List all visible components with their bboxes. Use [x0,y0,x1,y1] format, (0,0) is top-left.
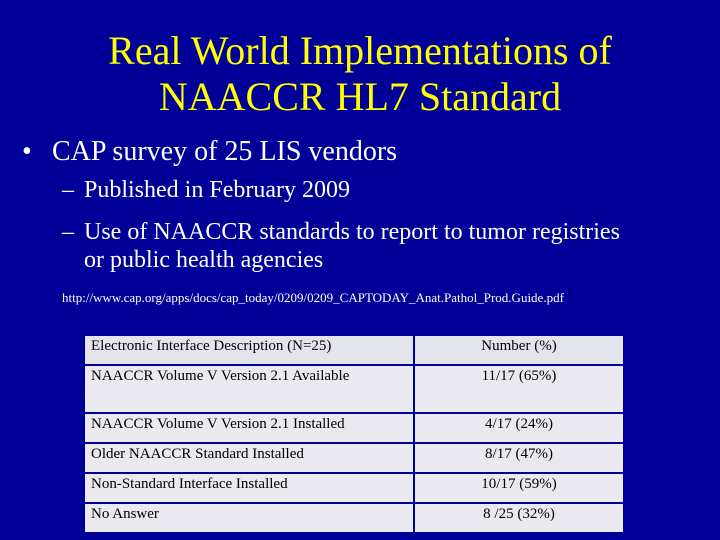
dash-icon: – [62,177,74,203]
row-number: 10/17 (59%) [415,474,623,502]
main-bullet [22,136,397,168]
sub-bullet-2 [62,218,620,274]
sub-bullet-2-text-1: Use of NAACCR standards to report to tumor registries [84,219,620,245]
table-row [85,414,623,442]
row-number: 4/17 (24%) [415,414,623,442]
header-number: Number (%) [415,336,623,364]
source-url: http://www.cap.org/apps/docs/cap_today/0209/0209_CAPTODAY_Anat.Pathol_Prod.Guide.pdf [62,290,564,305]
row-number: 8/17 (47%) [415,444,623,472]
table-row [85,474,623,502]
row-description: No Answer [85,504,413,532]
main-bullet-text: CAP survey of 25 LIS vendors [52,136,398,167]
table-row [85,444,623,472]
sub-bullet-2-text-2: or public health agencies [84,247,324,273]
sub-bullet-1 [62,176,350,204]
dash-icon: – [62,219,74,245]
row-description: NAACCR Volume V Version 2.1 Available [85,366,413,412]
bullet-dot-icon: • [22,136,32,167]
header-description: Electronic Interface Description (N=25) [85,336,413,364]
row-number: 11/17 (65%) [415,366,623,412]
table-row [85,504,623,532]
slide-title [0,28,720,120]
table-header-row [85,336,623,364]
row-number: 8 /25 (32%) [415,504,623,532]
survey-table [83,334,625,534]
row-description: Non-Standard Interface Installed [85,474,413,502]
sub-bullet-1-text: Published in February 2009 [84,177,350,203]
title-line-1: Real World Implementations of [108,28,612,73]
row-description: Older NAACCR Standard Installed [85,444,413,472]
table-row [85,366,623,412]
title-line-2: NAACCR HL7 Standard [158,74,562,119]
row-description: NAACCR Volume V Version 2.1 Installed [85,414,413,442]
